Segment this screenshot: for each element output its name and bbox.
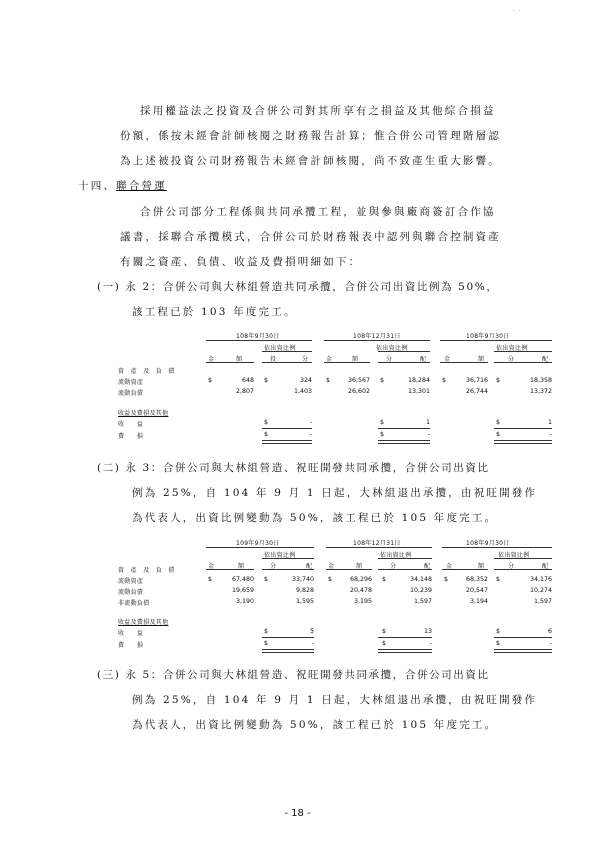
t2-group-assets: 資 產 及 負 債 <box>118 567 175 574</box>
t2-col3-date: 108年9月30日 <box>466 540 510 547</box>
t2-r2-v1: 19,659 <box>231 587 254 594</box>
t1-r4-v2: - <box>427 431 430 438</box>
t2-sub-1: 依出資比例 <box>264 552 296 559</box>
t2-col2-date: 108年12月31日 <box>353 540 401 547</box>
t1-hdr-11: 分 <box>508 356 515 363</box>
t2-r2-v5: 20,547 <box>465 587 488 594</box>
t2-r3-label: 非流動負債 <box>118 600 150 607</box>
t1-r1-d4: $ <box>380 377 385 384</box>
intro-line-2: 份額，係按未經會計師核閱之財務報告計算；惟合併公司管理階層認 <box>120 130 501 142</box>
t2-hdr-5: 金 <box>328 563 335 570</box>
intro-line-3: 為上述被投資公司財務報告未經會計師核閱，尚不致產生重大影響。 <box>120 155 501 167</box>
t1-r3-v3: 1 <box>547 419 552 426</box>
t1-r2-label: 流動負債 <box>118 390 144 397</box>
t2-hdr-2: 額 <box>238 563 245 570</box>
t2-hdr-1: 金 <box>208 563 215 570</box>
item2-line-2: 例為 25%，自 104 年 9 月 1 日起，大林組退出承攬，由祝旺開發作 <box>132 487 538 499</box>
t1-r1-label: 流動資產 <box>118 379 144 386</box>
item2-line-1: (二) 永 3：合併公司與大林組營造、祝旺開發共同承攬，合併公司出資比 <box>97 462 490 474</box>
t2-r5-v3: - <box>549 640 552 647</box>
t2-r1-v5: 68,352 <box>465 576 488 583</box>
t1-hdr-2: 額 <box>236 356 243 363</box>
t1-r2-v4: 13,301 <box>407 388 430 395</box>
t2-r4-v3: 6 <box>547 628 552 635</box>
t1-hdr-7: 分 <box>386 356 393 363</box>
t1-r3-label: 收 益 <box>118 421 144 428</box>
t1-sub-3: 依出資比例 <box>496 345 528 352</box>
t1-col3-date: 108年9月30日 <box>466 333 510 340</box>
t2-hdr-3: 分 <box>270 563 277 570</box>
t1-hdr-10: 額 <box>478 356 485 363</box>
t2-r3-v6: 1,597 <box>533 598 552 605</box>
corner-mark: ·· · <box>512 8 521 15</box>
page-number: - 18 - <box>284 808 311 819</box>
t2-r3-v5: 3,194 <box>469 598 488 605</box>
t1-r1-v6: 18,358 <box>529 377 552 384</box>
t2-r2-label: 流動負債 <box>118 589 144 596</box>
t1-sub-1: 依出資比例 <box>264 345 296 352</box>
t2-r2-v6: 10,274 <box>529 587 552 594</box>
section-text-line-2: 議書，採聯合承攬模式，合併公司於財務報表中認列與聯合控制資產 <box>120 231 501 243</box>
item1-line-2: 該工程已於 103 年度完工。 <box>132 306 297 318</box>
t2-r4-d1: $ <box>264 628 269 635</box>
t1-r4-label: 費 損 <box>118 433 144 440</box>
t1-r1-d2: $ <box>264 377 269 384</box>
t2-r1-d4: $ <box>382 576 387 583</box>
item3-line-2: 例為 25%，自 104 年 9 月 1 日起，大林組退出承攬，由祝旺開發作 <box>132 694 538 706</box>
section-text-line-1: 合併公司部分工程係與共同承攬工程，並與參與廠商簽訂合作協 <box>140 206 496 218</box>
t1-hdr-12: 配 <box>542 356 549 363</box>
t2-hdr-10: 額 <box>478 563 485 570</box>
t2-hdr-4: 配 <box>306 563 313 570</box>
item3-line-1: (三) 永 5：合併公司與大林組營造、祝旺開發共同承攬，合併公司出資比 <box>97 669 490 681</box>
t2-hdr-8: 配 <box>424 563 431 570</box>
t1-hdr-3: 投 <box>270 356 277 363</box>
t2-r1-v3: 68,296 <box>349 576 372 583</box>
t1-r4-d2: $ <box>380 431 385 438</box>
t1-r2-v6: 13,372 <box>529 388 552 395</box>
t1-group-assets: 資 產 及 負 債 <box>118 368 175 375</box>
t1-hdr-8: 配 <box>420 356 427 363</box>
item1-line-1: (一) 永 2：合併公司與大林組營造共同承攬，合併公司出資比例為 50%， <box>97 281 499 293</box>
item2-line-3: 為代表人，出資比例變動為 50%，該工程已於 105 年度完工。 <box>132 512 498 524</box>
t1-r1-v2: 324 <box>299 377 312 384</box>
t2-col1-date: 109年9月30日 <box>236 540 280 547</box>
t2-hdr-12: 配 <box>542 563 549 570</box>
section-number: 十四、 <box>78 180 117 192</box>
t1-group-income: 收益及費損及其他 <box>118 410 169 417</box>
t2-r2-v2: 9,828 <box>295 587 314 594</box>
t2-r5-d2: $ <box>382 640 387 647</box>
t1-r3-v2: 1 <box>425 419 430 426</box>
t1-r3-d1: $ <box>264 419 269 426</box>
t1-r1-v3: 36,567 <box>347 377 370 384</box>
t2-group-income: 收益及費損及其他 <box>118 619 169 626</box>
t1-hdr-1: 金 <box>208 356 215 363</box>
t1-r1-v4: 18,284 <box>407 377 430 384</box>
t1-hdr-5: 金 <box>326 356 333 363</box>
t2-r4-v1: 5 <box>309 628 314 635</box>
t1-r1-v1: 648 <box>241 377 254 384</box>
t2-hdr-7: 分 <box>390 563 397 570</box>
t2-hdr-9: 金 <box>446 563 453 570</box>
t1-r1-d5: $ <box>442 377 447 384</box>
t2-r5-v1: - <box>311 640 314 647</box>
t1-r1-d6: $ <box>496 377 501 384</box>
t2-r1-d3: $ <box>328 576 333 583</box>
t2-sub-2: 依出資比例 <box>380 552 412 559</box>
t2-r1-v2: 33,740 <box>291 576 314 583</box>
t2-r1-d1: $ <box>208 576 213 583</box>
t2-r1-d5: $ <box>444 576 449 583</box>
t2-r1-v6: 34,176 <box>529 576 552 583</box>
t2-r1-d6: $ <box>496 576 501 583</box>
intro-line-1: 採用權益法之投資及合併公司對其所享有之損益及其他綜合損益 <box>140 105 496 117</box>
t2-r1-v1: 67,480 <box>231 576 254 583</box>
t2-r4-d3: $ <box>496 628 501 635</box>
t2-hdr-6: 額 <box>356 563 363 570</box>
item3-line-3: 為代表人，出資比例變動為 50%，該工程已於 105 年度完工。 <box>132 719 498 731</box>
t1-r3-d3: $ <box>496 419 501 426</box>
t1-r4-v1: - <box>309 431 312 438</box>
t1-r2-v5: 26,744 <box>465 388 488 395</box>
t2-hdr-11: 分 <box>508 563 515 570</box>
t1-hdr-9: 金 <box>444 356 451 363</box>
t2-r1-label: 流動資產 <box>118 578 144 585</box>
t2-r3-v3: 3,195 <box>353 598 372 605</box>
t2-r4-d2: $ <box>382 628 387 635</box>
t2-r5-v2: - <box>429 640 432 647</box>
t1-r4-v3: - <box>549 431 552 438</box>
t2-r4-label: 收 益 <box>118 630 144 637</box>
t1-r1-d3: $ <box>326 377 331 384</box>
t1-col2-date: 108年12月31日 <box>353 333 401 340</box>
t2-sub-3: 依出資比例 <box>498 552 530 559</box>
t1-r3-d2: $ <box>380 419 385 426</box>
t1-r3-v1: - <box>309 419 312 426</box>
t2-r5-d1: $ <box>264 640 269 647</box>
t1-r1-v5: 36,716 <box>465 377 488 384</box>
section-title: 聯合營運 <box>116 180 167 192</box>
t1-sub-2: 依出資比例 <box>376 345 408 352</box>
t1-r4-d1: $ <box>264 431 269 438</box>
t1-r2-v1: 2,807 <box>235 388 254 395</box>
section-text-line-3: 有關之資產、負債、收益及費損明細如下： <box>120 256 362 268</box>
t1-hdr-6: 額 <box>352 356 359 363</box>
t2-r5-d3: $ <box>496 640 501 647</box>
t1-r1-d1: $ <box>208 377 213 384</box>
t1-hdr-4: 分 <box>302 356 309 363</box>
t2-r2-v4: 10,239 <box>409 587 432 594</box>
t2-r3-v2: 1,595 <box>295 598 314 605</box>
t1-r2-v3: 26,602 <box>347 388 370 395</box>
t2-r3-v1: 3,190 <box>235 598 254 605</box>
section-heading <box>78 181 167 192</box>
t2-r3-v4: 1,597 <box>413 598 432 605</box>
t1-r2-v2: 1,403 <box>293 388 312 395</box>
t2-r1-v4: 34,148 <box>409 576 432 583</box>
t1-col1-date: 108年9月30日 <box>236 333 280 340</box>
t2-r1-d2: $ <box>264 576 269 583</box>
t2-r5-label: 費 損 <box>118 642 144 649</box>
t1-r4-d3: $ <box>496 431 501 438</box>
t2-r2-v3: 20,478 <box>349 587 372 594</box>
t2-r4-v2: 13 <box>423 628 432 635</box>
